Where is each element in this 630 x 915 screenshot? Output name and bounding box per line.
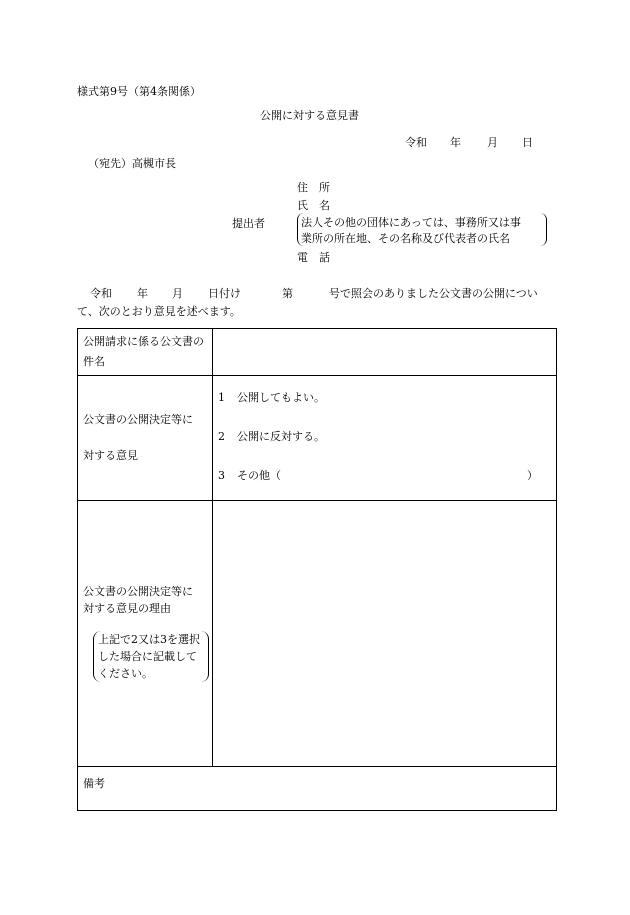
reason-value-cell[interactable] — [213, 501, 557, 767]
table-row-opinion — [78, 376, 557, 501]
option-3-close-paren: ） — [527, 469, 538, 482]
reason-note: 上記で2又は3を選択した場合に記載してください。 — [93, 631, 209, 682]
date-month: 月 — [487, 136, 498, 149]
submitter-label: 提出者 — [232, 217, 265, 230]
name-label: 氏 名 — [297, 199, 330, 212]
remarks-cell[interactable] — [78, 767, 557, 811]
intro-rest-line1: 号で照会のありました公文書の公開につい — [329, 287, 538, 300]
subject-label: 公開請求に係る公文書の件名 — [83, 335, 204, 368]
remarks-label: 備考 — [83, 777, 105, 790]
opinion-label-cell — [78, 376, 213, 501]
date-year: 年 — [450, 136, 461, 149]
option-2-text[interactable]: 公開に反対する。 — [237, 430, 325, 443]
opinion-options-cell — [213, 376, 557, 501]
phone-label: 電 話 — [297, 251, 330, 264]
intro-year: 年 — [137, 287, 148, 300]
subject-label-cell — [78, 329, 213, 376]
option-3-number: 3 — [218, 469, 225, 482]
corp-note-line2: 業所の所在地、その名称及び代表者の氏名 — [301, 232, 510, 245]
intro-dated: 日付け — [208, 287, 241, 300]
date-era: 令和 — [405, 136, 427, 149]
opinion-table — [77, 328, 557, 811]
option-2-number: 2 — [218, 430, 225, 443]
intro-line2: て、次のとおり意見を述べます。 — [77, 305, 241, 318]
table-row-reason — [78, 501, 557, 767]
reason-label-cell — [78, 501, 213, 767]
opinion-label-line1: 公文書の公開決定等に — [83, 413, 193, 426]
table-row-subject — [78, 329, 557, 376]
intro-era: 令和 — [90, 287, 112, 300]
option-1-number: 1 — [218, 391, 225, 404]
option-1-text[interactable]: 公開してもよい。 — [237, 391, 325, 404]
reason-label-line2: 対する意見の理由 — [83, 602, 171, 615]
corp-note-line1: 法人その他の団体にあっては、事務所又は事 — [301, 216, 521, 229]
subject-value-cell[interactable] — [213, 329, 557, 376]
date-day: 日 — [522, 136, 533, 149]
form-number: 様式第9号（第4条関係） — [77, 85, 201, 98]
addressee: （宛先）高槻市長 — [88, 157, 176, 170]
reason-label-line1: 公文書の公開決定等に — [83, 585, 193, 598]
document-title: 公開に対する意見書 — [260, 109, 359, 122]
table-row-remarks — [78, 767, 557, 811]
intro-number-prefix: 第 — [282, 287, 293, 300]
opinion-label-line2: 対する意見 — [83, 449, 138, 462]
option-3-text[interactable]: その他（ — [237, 469, 281, 482]
address-label: 住 所 — [297, 181, 330, 194]
intro-month: 月 — [172, 287, 183, 300]
